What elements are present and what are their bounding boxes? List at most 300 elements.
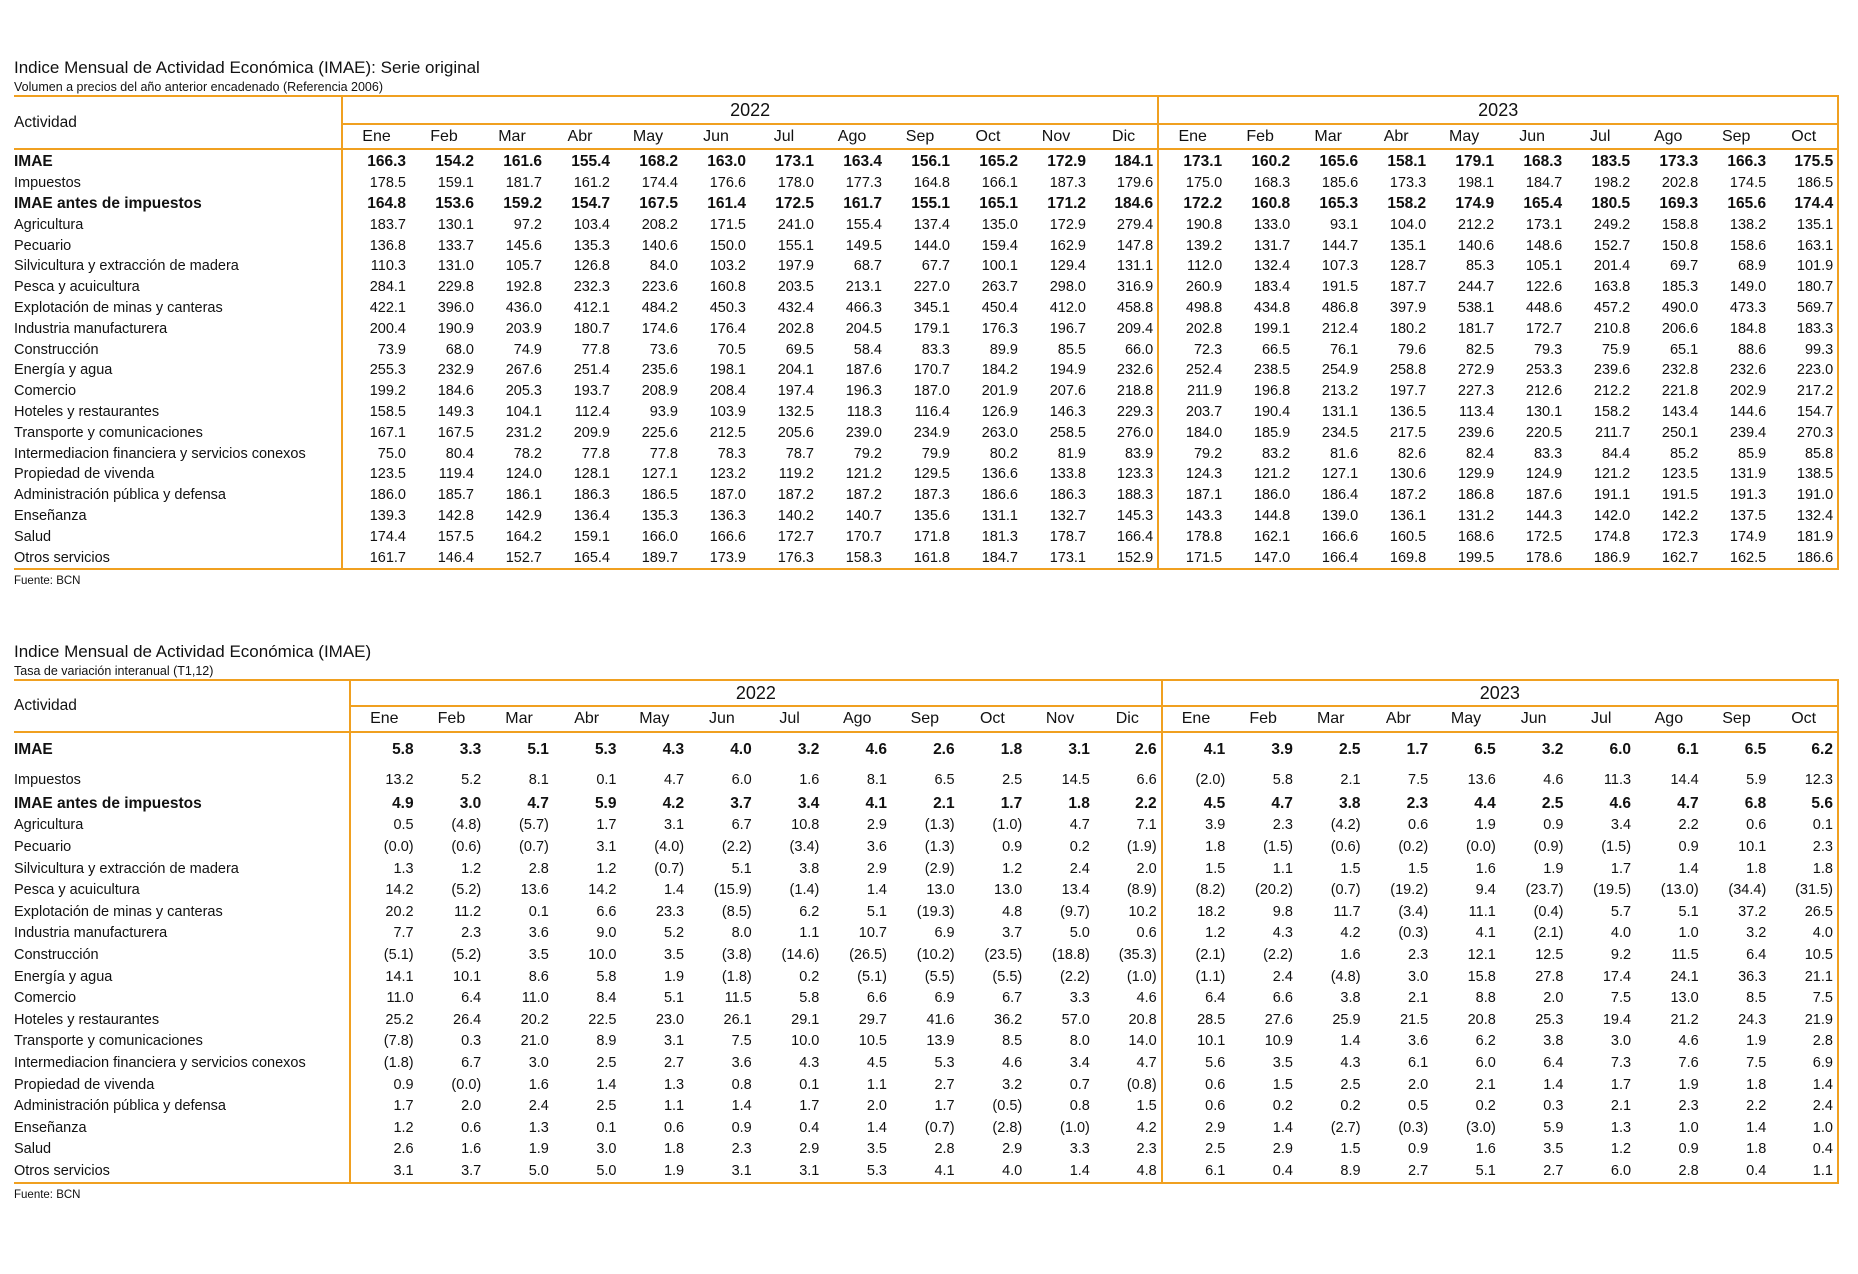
value-cell: 6.9 <box>1770 1052 1838 1074</box>
value-cell: 131.1 <box>1116 258 1154 275</box>
value-cell: 173.1 <box>1158 149 1226 173</box>
value-cell: 221.8 <box>1661 383 1699 400</box>
value-cell: 6.5 <box>934 772 955 788</box>
value-cell: (14.6) <box>781 946 820 963</box>
value-cell: 184.6 <box>1114 194 1154 212</box>
value-cell: 6.2 <box>799 903 820 920</box>
value-cell: 4.4 <box>1474 794 1496 812</box>
value-cell: 78.3 <box>717 445 746 462</box>
row-label: Comercio <box>14 990 77 1007</box>
value-cell: 238.5 <box>1253 362 1291 379</box>
month-header: Mar <box>478 124 546 149</box>
value-cell: 23.0 <box>655 1011 685 1028</box>
value-cell: 142.8 <box>437 507 474 524</box>
value-cell: 169.8 <box>1362 547 1430 569</box>
value-cell: 466.3 <box>845 299 882 316</box>
value-cell: 6.8 <box>1744 794 1767 812</box>
value-cell: 2.7 <box>663 1054 685 1071</box>
value-cell: 21.0 <box>520 1033 549 1050</box>
month-header: Ene <box>350 706 418 732</box>
value-cell: (10.2) <box>916 946 955 963</box>
value-cell: 163.0 <box>707 153 746 171</box>
value-cell: 10.7 <box>858 925 887 942</box>
value-cell: 10.5 <box>1770 944 1838 966</box>
value-cell: 3.1 <box>596 838 617 855</box>
value-cell: (1.1) <box>1162 966 1230 988</box>
value-cell: 15.8 <box>1467 968 1496 985</box>
value-cell: 165.4 <box>1523 194 1563 212</box>
value-cell: 5.0 <box>1069 925 1090 942</box>
value-cell: 2.8 <box>934 1141 955 1158</box>
month-header: Ago <box>1635 706 1703 732</box>
value-cell: 5.3 <box>934 1054 955 1071</box>
value-cell: 27.6 <box>1264 1011 1293 1028</box>
value-cell: (4.0) <box>654 838 685 855</box>
value-cell: 161.6 <box>503 153 542 171</box>
value-cell: 171.5 <box>709 216 746 233</box>
value-cell: 10.0 <box>588 946 617 963</box>
value-cell: 171.2 <box>1047 194 1086 212</box>
value-cell: 1.2 <box>461 860 482 877</box>
value-cell: 4.7 <box>1271 794 1293 812</box>
value-cell: 6.7 <box>1002 990 1023 1007</box>
row-label: Intermediacion financiera y servicios conexos <box>14 445 306 462</box>
month-header: Jun <box>682 124 750 149</box>
month-header: Feb <box>1226 124 1294 149</box>
value-cell: 150.8 <box>1661 237 1699 254</box>
value-cell: 144.8 <box>1253 507 1291 524</box>
value-cell: 4.1 <box>865 794 887 812</box>
value-cell: 78.7 <box>785 445 814 462</box>
value-cell: 81.6 <box>1329 445 1359 462</box>
value-cell: 2.9 <box>866 860 887 877</box>
month-header: Jun <box>688 706 756 732</box>
row-label: Construcción <box>14 946 99 963</box>
value-cell: 223.0 <box>1770 360 1838 381</box>
value-cell: (2.7) <box>1330 1119 1361 1136</box>
value-cell: 130.1 <box>1525 403 1563 420</box>
value-cell: 24.3 <box>1738 1011 1767 1028</box>
value-cell: 135.6 <box>913 507 950 524</box>
value-cell: 3.5 <box>866 1141 887 1158</box>
row-label: Salud <box>14 1141 52 1158</box>
value-cell: 6.0 <box>1475 1054 1496 1071</box>
value-cell: 2.5 <box>1002 772 1023 788</box>
value-cell: 11.5 <box>724 990 752 1007</box>
month-header: Ene <box>1162 706 1230 732</box>
value-cell: 29.7 <box>858 1011 887 1028</box>
value-cell: 132.4 <box>1770 506 1838 527</box>
value-cell: 7.5 <box>1746 1054 1767 1071</box>
value-cell: 1.3 <box>528 1119 549 1136</box>
table-row <box>14 767 1838 793</box>
value-cell: 4.8 <box>1002 903 1023 920</box>
value-cell: 0.2 <box>1475 1098 1496 1115</box>
value-cell: 204.5 <box>845 320 882 337</box>
value-cell: (2.8) <box>992 1119 1023 1136</box>
value-cell: 150.0 <box>709 237 746 254</box>
value-cell: 255.3 <box>342 360 410 381</box>
value-cell: (3.8) <box>721 946 752 963</box>
value-cell: 0.6 <box>1408 817 1429 834</box>
value-cell: 131.0 <box>437 258 474 275</box>
value-cell: 316.9 <box>1116 279 1154 296</box>
value-cell: 0.6 <box>461 1119 482 1136</box>
month-header: Dic <box>1094 706 1162 732</box>
value-cell: 122.6 <box>1525 279 1563 296</box>
value-cell: 75.0 <box>342 443 410 464</box>
value-cell: 4.3 <box>799 1054 820 1071</box>
imae-variation-table <box>14 679 1839 1184</box>
value-cell: 179.1 <box>1455 153 1495 171</box>
value-cell: 180.2 <box>1389 320 1427 337</box>
month-header: Jul <box>750 124 818 149</box>
row-label: IMAE <box>14 741 53 758</box>
value-cell: 178.8 <box>1158 526 1226 547</box>
value-cell: 8.9 <box>596 1033 617 1050</box>
value-cell: 160.5 <box>1389 528 1427 545</box>
month-header: Jun <box>1498 124 1566 149</box>
value-cell: 272.9 <box>1457 362 1495 379</box>
table1-subtitle: Volumen a precios del año anterior encadenado (Referencia 2006) <box>14 80 383 94</box>
value-cell: 184.7 <box>954 547 1022 569</box>
value-cell: 1.3 <box>1610 1119 1632 1136</box>
value-cell: 145.3 <box>1116 507 1154 524</box>
month-header: Ago <box>1634 124 1702 149</box>
value-cell: 239.6 <box>1593 362 1631 379</box>
value-cell: 126.9 <box>981 403 1018 420</box>
value-cell: 119.4 <box>438 466 474 483</box>
value-cell: 9.8 <box>1272 903 1293 920</box>
value-cell: 4.6 <box>1136 990 1157 1007</box>
value-cell: 191.5 <box>1661 487 1699 504</box>
value-cell: 143.4 <box>1661 403 1699 420</box>
value-cell: 2.3 <box>1678 1098 1699 1115</box>
value-cell: 1.4 <box>663 882 685 899</box>
value-cell: 174.6 <box>641 320 678 337</box>
row-label: Comercio <box>14 383 77 400</box>
value-cell: 1.6 <box>528 1076 549 1093</box>
value-cell: 6.1 <box>1162 1160 1230 1183</box>
value-cell: 6.4 <box>1162 987 1230 1009</box>
value-cell: (2.9) <box>924 860 955 877</box>
value-cell: 199.5 <box>1430 547 1498 569</box>
month-header: Nov <box>1026 706 1094 732</box>
value-cell: 1.2 <box>1610 1141 1632 1158</box>
table-row <box>14 298 1838 319</box>
value-cell: 110.3 <box>342 256 410 277</box>
value-cell: (1.0) <box>992 817 1023 834</box>
value-cell: 234.5 <box>1321 424 1359 441</box>
value-cell: 66.5 <box>1261 341 1291 358</box>
value-cell: 103.4 <box>573 216 610 233</box>
value-cell: 73.6 <box>649 341 678 358</box>
value-cell: 0.1 <box>528 903 549 920</box>
value-cell: 2.4 <box>528 1098 549 1115</box>
value-cell: 253.3 <box>1525 362 1563 379</box>
value-cell: 21.9 <box>1770 1009 1838 1031</box>
value-cell: 5.6 <box>1770 793 1838 815</box>
value-cell: 105.1 <box>1525 258 1563 275</box>
row-label: IMAE antes de impuestos <box>14 194 202 212</box>
value-cell: 498.8 <box>1158 298 1226 319</box>
value-cell: 1.1 <box>1272 860 1293 877</box>
value-cell: 187.3 <box>913 487 950 504</box>
value-cell: 173.1 <box>1022 547 1090 569</box>
month-header: Sep <box>1702 124 1770 149</box>
value-cell: 436.0 <box>505 299 542 316</box>
table-row <box>14 901 1838 923</box>
row-label: Otros servicios <box>14 1160 350 1183</box>
value-cell: 1.9 <box>663 968 685 985</box>
value-cell: 144.0 <box>913 237 950 254</box>
month-header: May <box>1432 706 1500 732</box>
value-cell: (8.2) <box>1162 879 1230 901</box>
value-cell: 26.5 <box>1770 901 1838 923</box>
table-row <box>14 1074 1838 1096</box>
value-cell: 196.7 <box>1049 320 1086 337</box>
value-cell: 0.9 <box>731 1119 752 1136</box>
value-cell: 0.6 <box>1162 1074 1230 1096</box>
value-cell: 3.8 <box>1543 1033 1564 1050</box>
value-cell: (0.0) <box>350 836 418 858</box>
value-cell: 2.6 <box>1135 741 1157 758</box>
value-cell: 3.5 <box>1543 1141 1564 1158</box>
value-cell: 159.4 <box>981 237 1018 254</box>
value-cell: 3.4 <box>1069 1054 1090 1071</box>
value-cell: 473.3 <box>1729 299 1767 316</box>
value-cell: 197.4 <box>777 383 814 400</box>
value-cell: 82.6 <box>1397 445 1427 462</box>
value-cell: 83.3 <box>1533 445 1563 462</box>
value-cell: 6.7 <box>461 1054 482 1071</box>
month-header: Oct <box>1770 706 1838 732</box>
value-cell: 1.7 <box>934 1098 955 1115</box>
value-cell: 3.0 <box>528 1054 549 1071</box>
value-cell: (13.0) <box>1660 882 1699 899</box>
value-cell: 10.1 <box>453 968 482 985</box>
value-cell: 186.5 <box>641 487 678 504</box>
value-cell: 168.3 <box>1523 153 1563 171</box>
row-label: Transporte y comunicaciones <box>14 424 203 441</box>
value-cell: 5.1 <box>663 990 685 1007</box>
value-cell: 8.6 <box>528 968 549 985</box>
value-cell: 184.1 <box>1114 153 1154 171</box>
value-cell: 68.0 <box>445 341 474 358</box>
value-cell: 136.8 <box>342 235 410 256</box>
table-row <box>14 318 1838 339</box>
value-cell: (3.0) <box>1465 1119 1496 1136</box>
value-cell: 77.8 <box>649 445 678 462</box>
value-cell: 11.1 <box>1468 903 1496 920</box>
table-row <box>14 1009 1838 1031</box>
value-cell: (0.7) <box>924 1119 955 1136</box>
value-cell: 160.2 <box>1251 153 1291 171</box>
month-header: Sep <box>891 706 959 732</box>
table-row <box>14 464 1838 485</box>
value-cell: 6.0 <box>1609 741 1632 758</box>
value-cell: 4.1 <box>1162 732 1230 767</box>
value-cell: 104.0 <box>1389 216 1427 233</box>
value-cell: 185.9 <box>1253 424 1291 441</box>
value-cell: 155.4 <box>845 216 882 233</box>
value-cell: 133.7 <box>437 237 474 254</box>
value-cell: 84.4 <box>1601 445 1631 462</box>
value-cell: 191.5 <box>1321 279 1359 296</box>
value-cell: 213.1 <box>845 279 882 296</box>
value-cell: 163.1 <box>1770 235 1838 256</box>
value-cell: 1.1 <box>1770 1160 1838 1183</box>
month-header: Dic <box>1090 124 1158 149</box>
value-cell: 144.7 <box>1321 237 1359 254</box>
value-cell: 0.6 <box>663 1119 685 1136</box>
value-cell: 183.4 <box>1253 279 1291 296</box>
value-cell: 4.7 <box>527 794 549 812</box>
value-cell: 121.2 <box>1253 466 1291 483</box>
value-cell: (5.1) <box>350 944 418 966</box>
value-cell: 168.2 <box>639 153 678 171</box>
value-cell: 21.1 <box>1770 966 1838 988</box>
value-cell: 180.5 <box>1591 194 1631 212</box>
value-cell: 5.3 <box>823 1160 891 1183</box>
value-cell: 2.0 <box>1408 1076 1429 1093</box>
value-cell: 3.2 <box>1002 1076 1023 1093</box>
value-cell: 161.8 <box>886 547 954 569</box>
value-cell: (19.2) <box>1390 882 1429 899</box>
value-cell: 1.8 <box>1000 741 1023 758</box>
value-cell: 144.3 <box>1525 507 1563 524</box>
value-cell: 126.8 <box>573 258 610 275</box>
table-row <box>14 381 1838 402</box>
value-cell: 131.7 <box>1253 237 1291 254</box>
value-cell: 105.7 <box>505 258 542 275</box>
value-cell: 3.7 <box>418 1160 486 1183</box>
month-header: Abr <box>1362 124 1430 149</box>
value-cell: 6.4 <box>1543 1054 1564 1071</box>
value-cell: 4.6 <box>1543 772 1564 788</box>
value-cell: 166.6 <box>709 528 746 545</box>
value-cell: 0.5 <box>1408 1098 1429 1115</box>
value-cell: (18.8) <box>1051 946 1090 963</box>
value-cell: 0.2 <box>1069 838 1090 855</box>
value-cell: (5.1) <box>857 968 887 985</box>
month-header: Mar <box>485 706 553 732</box>
value-cell: 212.6 <box>1525 383 1563 400</box>
table-row <box>14 966 1838 988</box>
value-cell: (35.3) <box>1118 946 1157 963</box>
value-cell: 88.6 <box>1737 341 1767 358</box>
month-header: Feb <box>1229 706 1297 732</box>
value-cell: 7.5 <box>731 1033 752 1050</box>
value-cell: 10.8 <box>791 817 820 834</box>
value-cell: 8.5 <box>1746 990 1767 1007</box>
table-row <box>14 815 1838 837</box>
value-cell: 1.4 <box>1746 1119 1767 1136</box>
value-cell: 1.8 <box>1770 858 1838 880</box>
value-cell: 432.4 <box>777 299 814 316</box>
value-cell: 1.9 <box>1543 860 1564 877</box>
value-cell: 5.1 <box>866 903 887 920</box>
value-cell: 0.1 <box>1770 815 1838 837</box>
value-cell: 2.7 <box>1500 1160 1568 1183</box>
value-cell: 131.1 <box>981 507 1018 524</box>
value-cell: 173.1 <box>775 153 814 171</box>
table-row <box>14 1052 1838 1074</box>
value-cell: 118.3 <box>846 403 882 420</box>
value-cell: 85.8 <box>1770 443 1838 464</box>
value-cell: 21.5 <box>1399 1011 1429 1028</box>
value-cell: (15.9) <box>713 882 752 899</box>
table1-source: Fuente: BCN <box>14 574 81 587</box>
value-cell: 130.1 <box>437 216 474 233</box>
value-cell: 79.3 <box>1533 341 1563 358</box>
value-cell: 101.9 <box>1770 256 1838 277</box>
value-cell: 1.6 <box>799 772 820 788</box>
value-cell: 204.1 <box>777 362 814 379</box>
table-row <box>14 214 1838 235</box>
value-cell: 6.5 <box>1474 741 1496 758</box>
value-cell: (1.0) <box>1126 968 1157 985</box>
month-header: Jul <box>1567 706 1635 732</box>
value-cell: 484.2 <box>641 299 678 316</box>
value-cell: 7.3 <box>1610 1054 1632 1071</box>
value-cell: 136.3 <box>709 507 746 524</box>
value-cell: 251.4 <box>573 362 610 379</box>
value-cell: 4.0 <box>730 741 752 758</box>
value-cell: 187.0 <box>709 487 746 504</box>
value-cell: 201.9 <box>981 383 1018 400</box>
value-cell: 3.1 <box>756 1160 824 1183</box>
value-cell: 2.2 <box>1678 817 1699 834</box>
value-cell: (2.1) <box>1162 944 1230 966</box>
value-cell: 116.4 <box>914 403 950 420</box>
value-cell: 210.8 <box>1593 320 1631 337</box>
value-cell: 2.5 <box>596 1098 617 1115</box>
value-cell: 3.0 <box>596 1141 617 1158</box>
value-cell: 13.6 <box>520 882 549 899</box>
value-cell: 161.7 <box>843 194 882 212</box>
value-cell: 183.5 <box>1591 153 1631 171</box>
value-cell: 232.8 <box>1661 362 1699 379</box>
value-cell: 158.2 <box>1593 403 1631 420</box>
row-label: Pecuario <box>14 838 72 855</box>
table-row <box>14 858 1838 880</box>
value-cell: 135.3 <box>641 507 678 524</box>
value-cell: 82.4 <box>1465 445 1495 462</box>
value-cell: 434.8 <box>1253 299 1291 316</box>
value-cell: 75.9 <box>1601 341 1631 358</box>
table1-title: Indice Mensual de Actividad Económica (IMAE): Serie original <box>14 58 480 77</box>
value-cell: 177.3 <box>845 175 882 192</box>
value-cell: 97.2 <box>513 216 542 233</box>
table2-title: Indice Mensual de Actividad Económica (IMAE) <box>14 642 372 661</box>
value-cell: 18.2 <box>1162 901 1230 923</box>
value-cell: 73.9 <box>342 339 410 360</box>
value-cell: 4.3 <box>1340 1054 1361 1071</box>
value-cell: 187.2 <box>845 487 882 504</box>
value-cell: 3.5 <box>1272 1054 1293 1071</box>
value-cell: 11.0 <box>350 987 418 1009</box>
value-cell: 161.7 <box>342 547 410 569</box>
value-cell: 13.6 <box>1467 772 1496 788</box>
value-cell: 2.7 <box>934 1076 955 1093</box>
value-cell: 0.1 <box>596 1119 617 1136</box>
value-cell: 7.6 <box>1678 1054 1699 1071</box>
value-cell: 13.0 <box>1670 990 1699 1007</box>
activity-header: Actividad <box>14 680 350 732</box>
value-cell: 184.7 <box>1525 175 1563 192</box>
value-cell: 1.5 <box>1136 1098 1157 1115</box>
